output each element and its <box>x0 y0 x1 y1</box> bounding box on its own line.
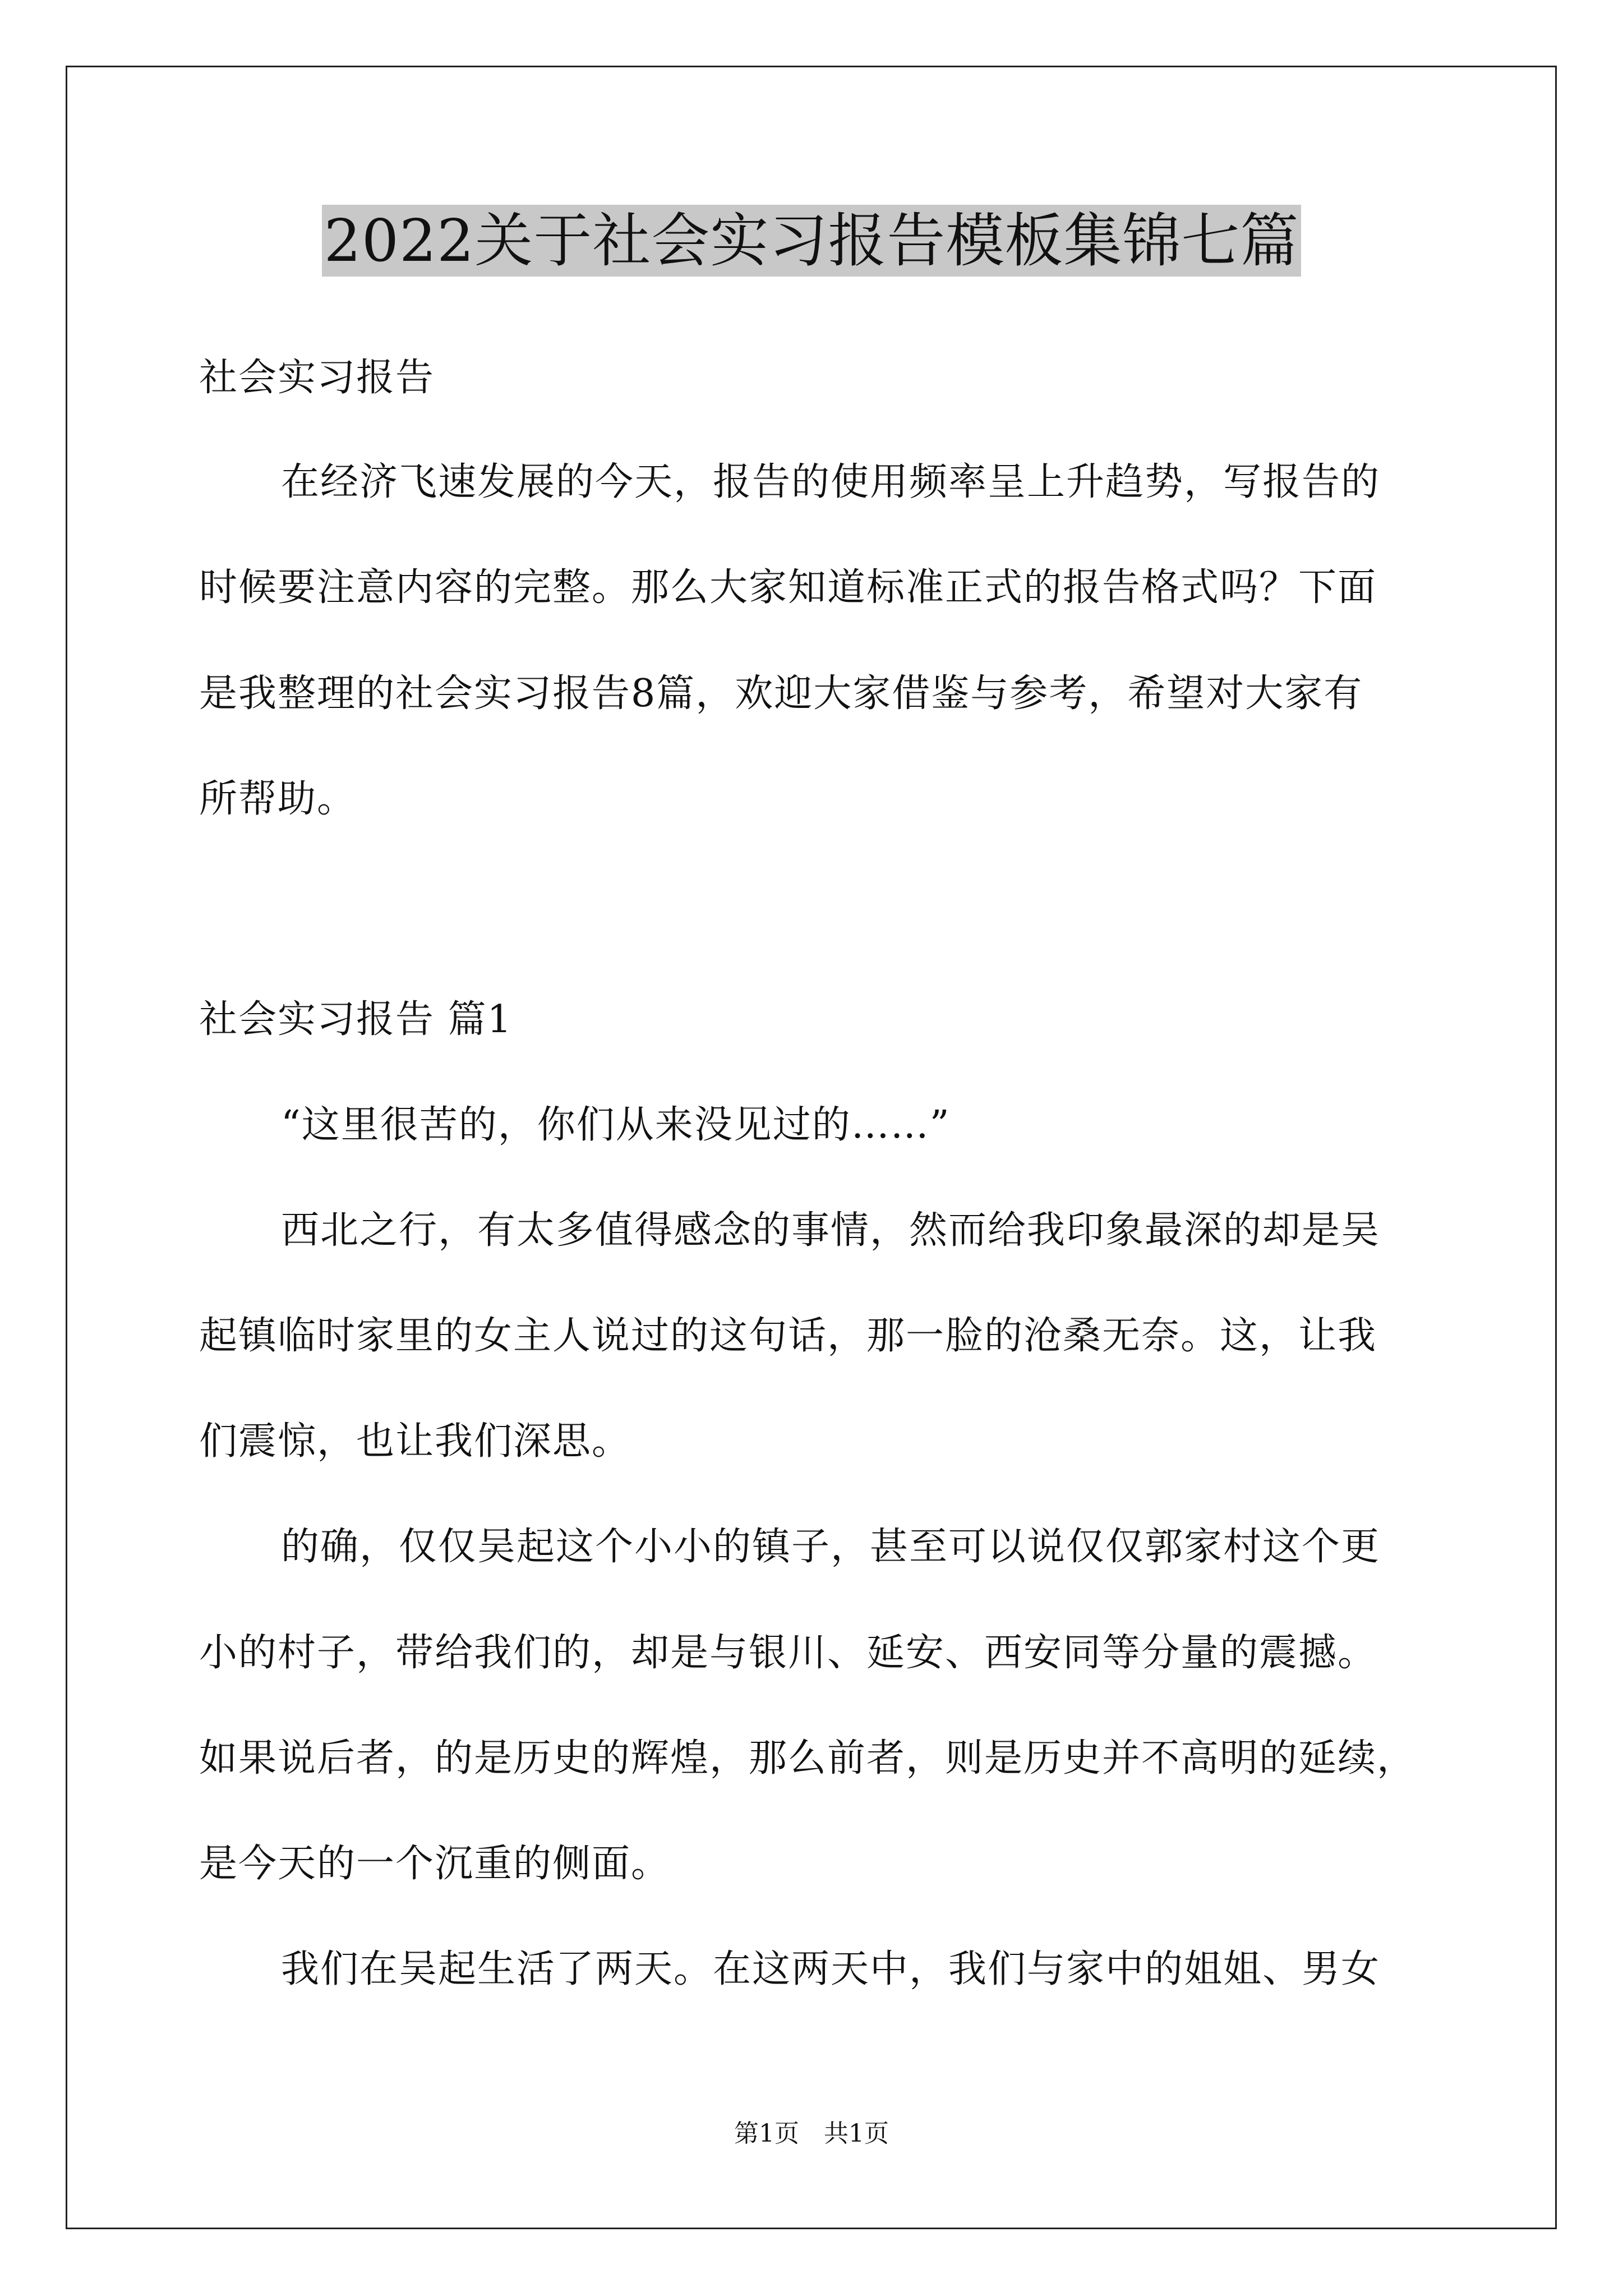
paragraph-line: 是我整理的社会实习报告8篇，欢迎大家借鉴与参考，希望对大家有 <box>199 671 1363 716</box>
paragraph-line: 的确，仅仅吴起这个小小的镇子，甚至可以说仅仅郭家村这个更 <box>281 1525 1381 1569</box>
paragraph-line: 如果说后者，的是历史的辉煌，那么前者，则是历史并不高明的延续， <box>199 1736 1417 1780</box>
paragraph-line: 是今天的一个沉重的侧面。 <box>199 1842 671 1886</box>
paragraph-line: 在经济飞速发展的今天，报告的使用频率呈上升趋势，写报告的 <box>281 460 1381 504</box>
page-number: 第1页 共1页 <box>734 2119 889 2148</box>
section-heading: 社会实习报告 篇1 <box>199 997 513 1042</box>
paragraph-line: 我们在吴起生活了两天。在这两天中，我们与家中的姐姐、男女 <box>281 1947 1381 1991</box>
paragraph-line: 起镇临时家里的女主人说过的这句话，那一脸的沧桑无奈。这，让我 <box>199 1314 1377 1358</box>
title-container <box>0 205 1623 277</box>
paragraph-line: 们震惊，也让我们深思。 <box>199 1419 631 1464</box>
section-heading: 社会实习报告 <box>199 356 435 400</box>
paragraph-line: 小的村子，带给我们的，却是与银川、延安、西安同等分量的震撼。 <box>199 1631 1377 1675</box>
paragraph-line: 时候要注意内容的完整。那么大家知道标准正式的报告格式吗？下面 <box>199 565 1377 610</box>
paragraph-line: 西北之行，有太多值得感念的事情，然而给我印象最深的却是吴 <box>281 1208 1381 1253</box>
document-title: 2022关于社会实习报告模板集锦七篇 <box>322 205 1302 277</box>
paragraph-line: “这里很苦的，你们从来没见过的……” <box>281 1103 951 1147</box>
paragraph-line: 所帮助。 <box>199 777 357 821</box>
